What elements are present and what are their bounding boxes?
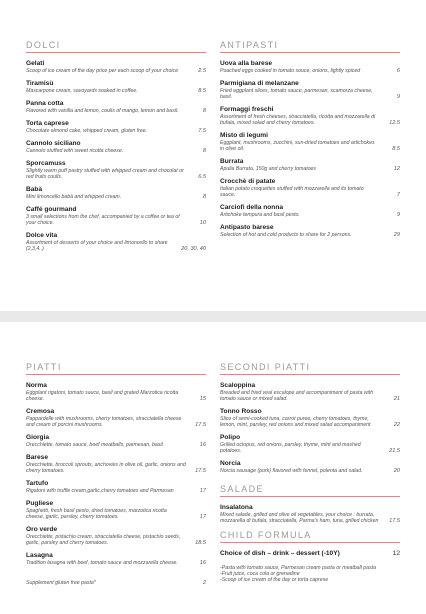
child-heading: Choice of dish – drink – dessert (-10Y) xyxy=(220,550,340,557)
menu-item-desc-row xyxy=(220,186,400,198)
section-title-piatti: PIATTI xyxy=(26,362,206,375)
menu-item-desc-row xyxy=(220,468,400,474)
section-title-antipasti: ANTIPASTI xyxy=(220,40,400,53)
menu-item-desc-row xyxy=(220,512,400,524)
menu-item-desc-row xyxy=(220,416,400,428)
menu-item xyxy=(26,552,206,566)
child-line-3: -Scoop of ice cream of the day or torta caprese xyxy=(220,577,329,583)
menu-item xyxy=(220,132,400,152)
menu-item-name: Giorgia xyxy=(26,434,50,441)
menu-item-price: 7 xyxy=(396,192,400,198)
menu-item-price: 20, 30, 40 xyxy=(181,246,206,252)
menu-item xyxy=(220,504,400,524)
menu-item-name: Norcia xyxy=(220,460,241,467)
menu-item-name: Gelati xyxy=(26,60,45,67)
menu-item-desc-row xyxy=(26,534,206,546)
dolci-list xyxy=(26,60,206,252)
salade-list xyxy=(220,504,400,524)
menu-item-price: 6.5 xyxy=(198,174,206,180)
section-title-child: CHILD FORMULA xyxy=(220,530,400,543)
menu-item-description: Fried eggplant slices, tomato sauce, parmesan, scamorza cheese, basil. xyxy=(220,88,373,100)
menu-item-desc-row xyxy=(26,390,206,402)
menu-item-desc-row xyxy=(26,240,206,252)
child-heading-row xyxy=(220,550,400,558)
child-line-2: -Fruit juice, coca cola or grenadine xyxy=(220,571,300,577)
menu-item-description: Orecchiette, pistachio cream, stracciatella cheese, pistachio seeds, garlic, parsley and cherry tomatoes. xyxy=(26,534,181,546)
menu-item-description: 3 small selections from the chef, accompanied by a coffee or tea of your choice. xyxy=(26,214,180,226)
menu-item-description: Norcia sausage (pork) flavored with fennel, polenta and salad. xyxy=(220,468,363,474)
menu-item-description: Selection of hot and cold products to share for 2 persons. xyxy=(220,232,352,238)
secondi-list xyxy=(220,382,400,474)
menu-item-desc-row xyxy=(26,442,206,448)
menu-item xyxy=(26,80,206,94)
menu-item-desc-row xyxy=(220,390,400,402)
menu-item-name: Scaloppina xyxy=(220,382,256,389)
menu-item-desc-row xyxy=(26,168,206,180)
menu-item-desc-row xyxy=(26,214,206,226)
menu-item xyxy=(26,480,206,494)
menu-item-price: 17.5 xyxy=(389,518,400,524)
menu-item xyxy=(26,382,206,402)
menu-item-description: Scoop of ice cream of the day price per each scoop of your choice xyxy=(26,68,178,74)
menu-item xyxy=(26,186,206,200)
menu-item xyxy=(26,434,206,448)
menu-item xyxy=(26,206,206,226)
piatti-list xyxy=(26,382,206,566)
menu-item-desc-row xyxy=(26,488,206,494)
menu-item-price: 8.5 xyxy=(392,146,400,152)
menu-item xyxy=(220,158,400,172)
menu-item-desc-row xyxy=(26,508,206,520)
child-line-1: -Pasta with tomato sauce, Parmesan cream pasta or meatball pasta xyxy=(220,565,376,571)
page-separator xyxy=(0,311,426,322)
menu-item-name: Parmigiana di melanzane xyxy=(220,80,299,87)
menu-item xyxy=(220,434,400,454)
menu-item-name: Formaggi freschi xyxy=(220,106,274,113)
menu-item-name: Burrata xyxy=(220,158,244,165)
menu-item-price: 10 xyxy=(199,220,206,226)
menu-item-description: Breaded and fried veal escalope and accompaniment of pasta with tomato sauce or mixed salad. xyxy=(220,390,374,402)
right-column xyxy=(220,362,400,589)
menu-item-description: Orecchiette, tomato sauce, beef meatballs, parmesan, basil. xyxy=(26,442,165,448)
dolci-section xyxy=(26,40,206,258)
menu-item-description: Apulia Burrata, 150g and cherry tomatoes xyxy=(220,166,317,172)
menu-item-price: 6 xyxy=(396,68,400,74)
menu-item-price: 15 xyxy=(199,396,206,402)
menu-item xyxy=(220,178,400,198)
menu-item xyxy=(26,232,206,252)
menu-item-description: Pappardelle with mushrooms, cherry tomatoes, stracciatella cheese and cream of porcini mushrooms. xyxy=(26,416,182,428)
menu-item-price: 29 xyxy=(393,232,400,238)
menu-item-description: Cannolo stuffed with sweet ricotta cheese. xyxy=(26,148,124,154)
section-title-dolci: DOLCI xyxy=(26,40,206,53)
menu-item-desc-row xyxy=(26,108,206,114)
menu-item-name: Uova alla barese xyxy=(220,60,273,67)
menu-item xyxy=(26,500,206,520)
menu-item-description: Italian potato croquettes stuffed with mozzarella and its tomato sauce. xyxy=(220,186,364,198)
menu-item-name: Lasagna xyxy=(26,552,53,559)
menu-item-price: 20 xyxy=(393,468,400,474)
menu-item-description: Spaghetti, fresh basil pesto, dried tomatoes, marzotica ricotta cheese, garlic, parsley, cherry tomatoes. xyxy=(26,508,167,520)
menu-item-name: Sporcamuss xyxy=(26,160,66,167)
menu-item-name: Torta caprese xyxy=(26,120,69,127)
supplement-price: 2 xyxy=(203,580,206,586)
menu-item-price: 17.5 xyxy=(195,468,206,474)
menu-item-price: 21 xyxy=(393,396,400,402)
menu-item-desc-row xyxy=(220,212,400,218)
menu-item-price: 16 xyxy=(199,560,206,566)
menu-item-name: Tonno Rosso xyxy=(220,408,262,415)
child-price: 12 xyxy=(392,550,400,557)
menu-item-desc-row xyxy=(26,194,206,200)
menu-item-price: 12 xyxy=(393,166,400,172)
piatti-section xyxy=(26,362,206,586)
menu-item-price: 7.5 xyxy=(198,128,206,134)
supplement-text: Supplement gluten free pasta* xyxy=(26,580,96,586)
menu-item xyxy=(220,60,400,74)
section-title-secondi: SECONDI PIATTI xyxy=(220,362,400,375)
menu-item-description: Slightly warm puff pastry stuffed with whipped cream and chocolat or red fruits coulis. xyxy=(26,168,184,180)
menu-item-price: 18.5 xyxy=(195,540,206,546)
menu-item-price: 8 xyxy=(202,108,206,114)
menu-item-description: Chocolate almond cake, whipped cream, gluten free. xyxy=(26,128,148,134)
menu-item-price: 9 xyxy=(396,212,400,218)
menu-item-price: 21.5 xyxy=(389,448,400,454)
child-formula xyxy=(220,550,400,583)
menu-item-name: Caffé gourmand xyxy=(26,206,77,213)
menu-item-name: Tiramisù xyxy=(26,80,54,87)
menu-item-name: Dolce vita xyxy=(26,232,58,239)
menu-item-name: Crocchè di patate xyxy=(220,178,276,185)
menu-item xyxy=(26,100,206,114)
menu-item-description: Grilled octopus, red onions, parsley, thyme, mint and mashed potatoes. xyxy=(220,442,361,454)
menu-item xyxy=(220,106,400,126)
menu-item-name: Antipasto barese xyxy=(220,224,274,231)
menu-item-price: 9 xyxy=(396,94,400,100)
menu-item xyxy=(220,204,400,218)
menu-item-desc-row xyxy=(26,68,206,74)
menu-item-desc-row xyxy=(220,88,400,100)
menu-item-desc-row xyxy=(26,462,206,474)
menu-item-description: Tradition lasagna with beef, tomato sauce and mozzarella cheese. xyxy=(26,560,178,566)
menu-item-name: Carciofi della nonna xyxy=(220,204,284,211)
menu-item-description: Eggplant, mushrooms, zucchini, sun-dried tomatoes and artichokes in olive oil. xyxy=(220,140,375,152)
menu-item-name: Cremosa xyxy=(26,408,55,415)
menu-item-price: 17.5 xyxy=(195,422,206,428)
menu-item-price: 22 xyxy=(393,422,400,428)
menu-item-price: 16 xyxy=(199,442,206,448)
menu-item-desc-row xyxy=(220,68,400,74)
menu-item-desc-row xyxy=(220,140,400,152)
menu-item-description: Assortment of fresh cheeses, stracciatella, ricotta and mozzarella di bufala, mixed salad and cherry tomatoes. xyxy=(220,114,376,126)
menu-item-desc-row xyxy=(26,148,206,154)
menu-item xyxy=(220,382,400,402)
menu-item-description: Poached eggs cooked in tomato souce, onions, lightly spiced xyxy=(220,68,361,74)
menu-item-desc-row xyxy=(220,166,400,172)
menu-item-price: 17 xyxy=(199,514,206,520)
menu-item-price: 8 xyxy=(202,148,206,154)
menu-item-description: Mini limoncello babà and whipped cream. xyxy=(26,194,122,200)
menu-item-description: Eggplant rigatoni, tomato sauce, basil and grated Marzotica ricotta cheese. xyxy=(26,390,179,402)
menu-item-desc-row xyxy=(26,560,206,566)
menu-item-description: Mixed salade, grilled and olive oil vegetables, your choice : burrata, mozzarella di bufala, stracciatella, Parma's ham, tuna, grilled chicken xyxy=(220,512,379,524)
menu-item-name: Oro verde xyxy=(26,526,58,533)
menu-item-price: 8.5 xyxy=(198,88,206,94)
menu-item-description: Rigatoni with truffle cream,garlic,cherry tomatoes and Parmesan xyxy=(26,488,174,494)
menu-item-name: Insalatona xyxy=(220,504,253,511)
menu-item-name: Panna cotta xyxy=(26,100,64,107)
menu-item-description: Mascarpone cream, savoyards soaked in coffee. xyxy=(26,88,138,94)
menu-item-desc-row xyxy=(26,416,206,428)
menu-item-price: 8 xyxy=(202,194,206,200)
menu-item xyxy=(26,408,206,428)
menu-item-desc-row xyxy=(220,442,400,454)
menu-item-name: Pugliese xyxy=(26,500,54,507)
menu-item-name: Barese xyxy=(26,454,48,461)
antipasti-section xyxy=(220,40,400,244)
menu-item-desc-row xyxy=(26,128,206,134)
menu-item xyxy=(26,120,206,134)
antipasti-list xyxy=(220,60,400,238)
menu-item-description: Artichoke tempura and basil pesto. xyxy=(220,212,300,218)
menu-item-name: Cannolo siciliano xyxy=(26,140,81,147)
menu-item-description: Flavored with vanilla and lemon, coulis of mango, lemon and basil. xyxy=(26,108,179,114)
supplement-note xyxy=(26,580,206,586)
menu-item-description: Assortment of desserts of your choice and limoncello to share (2,3,4..) xyxy=(26,240,168,252)
menu-item-desc-row xyxy=(220,232,400,238)
menu-item-desc-row xyxy=(26,88,206,94)
menu-item xyxy=(220,460,400,474)
menu-item xyxy=(26,60,206,74)
menu-item xyxy=(26,526,206,546)
menu-item-price: 2.5 xyxy=(198,68,206,74)
menu-item xyxy=(220,224,400,238)
menu-item xyxy=(220,408,400,428)
menu-item xyxy=(26,140,206,154)
section-title-salade: SALADE xyxy=(220,484,400,497)
menu-page-2 xyxy=(0,322,426,614)
menu-item xyxy=(220,80,400,100)
menu-item-desc-row xyxy=(220,114,400,126)
menu-item-name: Tartufo xyxy=(26,480,49,487)
menu-item-description: Orecchiette, broccoli sprouts, anchovies in olive oil, garlic, onions and cherry tomatoes. xyxy=(26,462,186,474)
menu-item-price: 12.5 xyxy=(389,120,400,126)
menu-item-name: Babà xyxy=(26,186,43,193)
menu-item-name: Norma xyxy=(26,382,47,389)
menu-item xyxy=(26,160,206,180)
menu-item-price: 17 xyxy=(199,488,206,494)
menu-item-description: Slice of semi-cooked tuna, carrot puree, cherry tomatoes, thyme, lemon, mint, parsley, red onions and mixed salad accompaniment xyxy=(220,416,371,428)
menu-item-name: Misto di legumi xyxy=(220,132,268,139)
menu-item-name: Polipo xyxy=(220,434,241,441)
menu-item xyxy=(26,454,206,474)
